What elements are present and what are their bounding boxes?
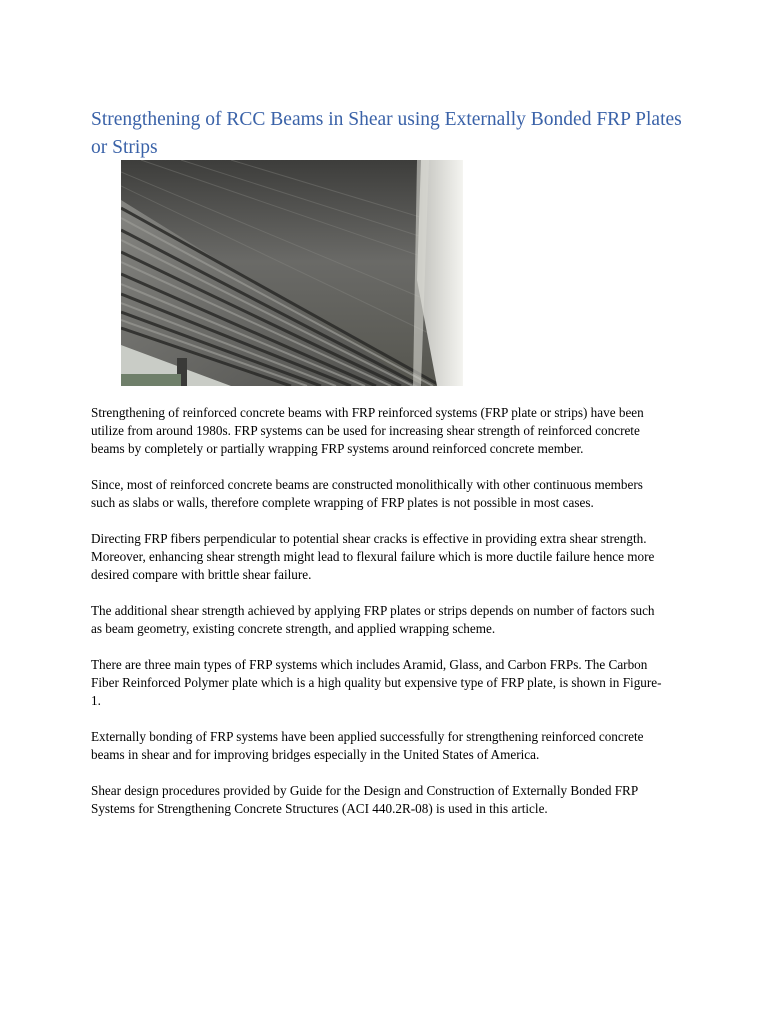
paragraph: The additional shear strength achieved by applying FRP plates or strips depends on number of factors such as beam geometry, existing concrete strength, and applied wrapping scheme. bbox=[91, 603, 655, 636]
paragraph: Since, most of reinforced concrete beams are constructed monolithically with other continuous members such as slabs or walls, therefore complete wrapping of FRP plates is not possible in most cases. bbox=[91, 477, 643, 510]
paragraph: Strengthening of reinforced concrete beams with FRP reinforced systems (FRP plate or strips) have been utilize from around 1980s. FRP systems can be used for increasing shear strength of reinforced concrete beams by completely or partially wrapping FRP systems around reinforced concrete member. bbox=[91, 405, 644, 456]
article-body bbox=[91, 404, 663, 836]
frp-beam-photo bbox=[121, 160, 463, 386]
document-title: Strengthening of RCC Beams in Shear using Externally Bonded FRP Plates or Strips bbox=[91, 109, 682, 158]
paragraph: Externally bonding of FRP systems have been applied successfully for strengthening reinforced concrete beams in shear and for improving bridges especially in the United States of America. bbox=[91, 729, 644, 762]
paragraph: There are three main types of FRP systems which includes Aramid, Glass, and Carbon FRPs. The Carbon Fiber Reinforced Polymer plate which is a high quality but expensive type of FRP plate, is shown in Figure-1. bbox=[91, 657, 662, 708]
paragraph: Shear design procedures provided by Guide for the Design and Construction of Externally Bonded FRP Systems for Strengthening Concrete Structures (ACI 440.2R-08) is used in this article. bbox=[91, 783, 638, 816]
paragraph: Directing FRP fibers perpendicular to potential shear cracks is effective in providing extra shear strength. Moreover, enhancing shear strength might lead to flexural failure which is more ductile failure hence more desired compare with brittle shear failure. bbox=[91, 531, 655, 582]
beam-photo-illustration bbox=[121, 160, 463, 386]
